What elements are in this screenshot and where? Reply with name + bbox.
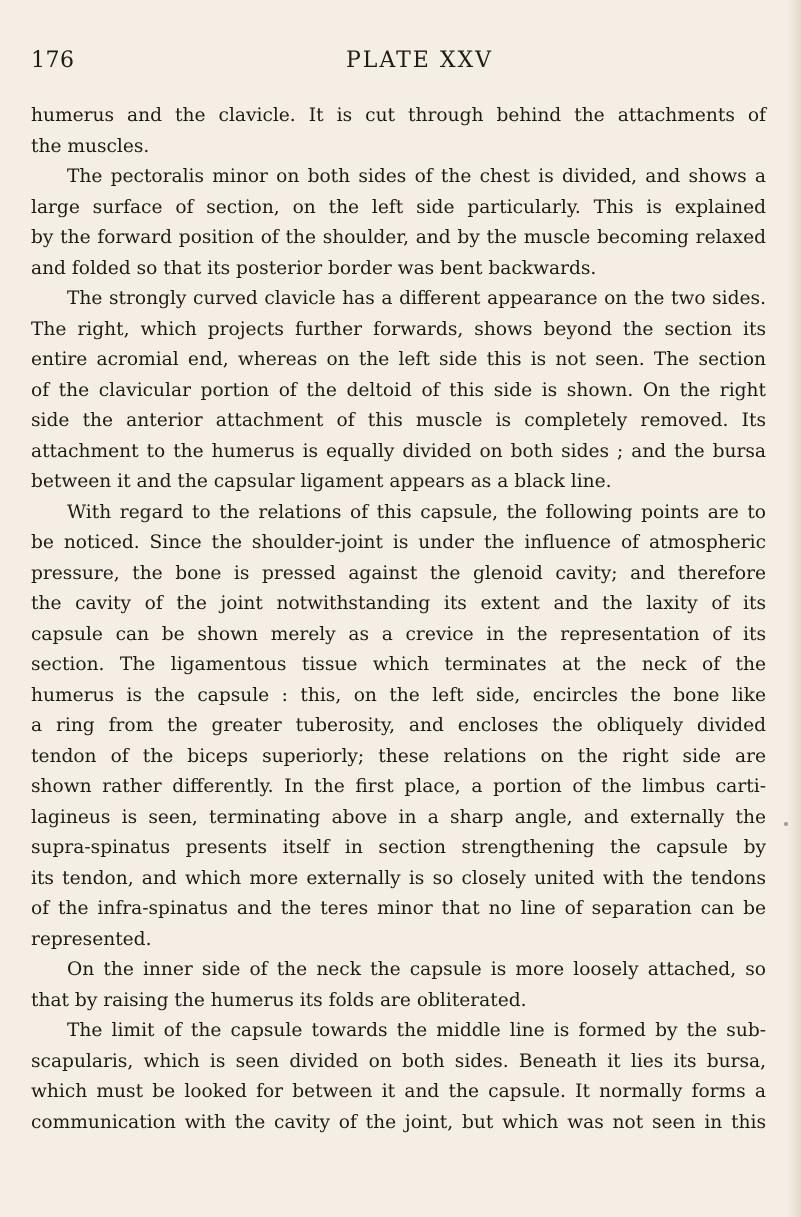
text-line: its tendon, and which more externally is so closely united with the tendons (31, 867, 766, 889)
text-line: The pectoralis minor on both sides of the chest is divided, and shows a (67, 166, 766, 187)
text-line: section. The ligamentous tissue which terminates at the neck of the (31, 654, 766, 675)
text-line: The right, which projects further forwards, shows beyond the section its (31, 318, 766, 340)
page-number: 176 (31, 48, 75, 73)
text-line: capsule can be shown merely as a crevice in the representation of its (31, 623, 766, 645)
text-line: and folded so that its posterior border was bent backwards. (31, 257, 597, 279)
text-line: The strongly curved clavicle has a different appearance on the two sides. (67, 288, 766, 309)
text-line: tendon of the biceps superiorly; these relations on the right side are (31, 745, 766, 767)
text-line: communication with the cavity of the joint, but which was not seen in this (31, 1111, 766, 1133)
text-line: large surface of section, on the left side particularly. This is explained (31, 196, 766, 218)
text-line: a ring from the greater tuberosity, and encloses the obliquely divided (31, 715, 766, 736)
text-line: humerus is the capsule : this, on the left side, encircles the bone like (31, 684, 766, 706)
text-line: represented. (31, 928, 152, 950)
body-text (31, 101, 766, 1138)
text-line: attachment to the humerus is equally divided on both sides ; and the bursa (31, 440, 766, 462)
text-line: lagineus is seen, terminating above in a sharp angle, and externally the (31, 806, 766, 828)
running-title: PLATE XXV (346, 48, 494, 73)
page-header (31, 48, 766, 82)
text-line: the muscles. (31, 135, 150, 157)
text-line: be noticed. Since the shoulder-joint is under the influence of atmospheric (31, 532, 766, 553)
text-line: side the anterior attachment of this muscle is completely removed. Its (31, 410, 766, 431)
text-line: by the forward position of the shoulder, and by the muscle becoming relaxed (31, 227, 766, 248)
page-edge-shadow (787, 0, 801, 1217)
text-line: With regard to the relations of this capsule, the following points are to (67, 501, 766, 523)
text-line: The limit of the capsule towards the middle line is formed by the sub- (67, 1020, 766, 1041)
text-line: pressure, the bone is pressed against the glenoid cavity; and therefore (31, 562, 766, 584)
text-line: of the clavicular portion of the deltoid of this side is shown. On the right (31, 379, 766, 401)
text-line: supra-spinatus presents itself in section strengthening the capsule by (31, 837, 766, 858)
text-line: the cavity of the joint notwithstanding its extent and the laxity of its (31, 593, 766, 614)
text-line: scapularis, which is seen divided on both sides. Beneath it lies its bursa, (31, 1050, 766, 1072)
text-line: that by raising the humerus its folds are obliterated. (31, 989, 527, 1011)
text-line: of the infra-spinatus and the teres minor that no line of separation can be (31, 898, 766, 919)
text-line: which must be looked for between it and the capsule. It normally forms a (31, 1081, 766, 1102)
text-line: between it and the capsular ligament appears as a black line. (31, 471, 612, 492)
text-line: shown rather differently. In the first place, a portion of the limbus carti- (31, 776, 766, 797)
text-line: humerus and the clavicle. It is cut through behind the attachments of (31, 105, 766, 126)
text-line: On the inner side of the neck the capsule is more loosely attached, so (67, 959, 766, 980)
text-line: entire acromial end, whereas on the left side this is not seen. The section (31, 349, 766, 370)
